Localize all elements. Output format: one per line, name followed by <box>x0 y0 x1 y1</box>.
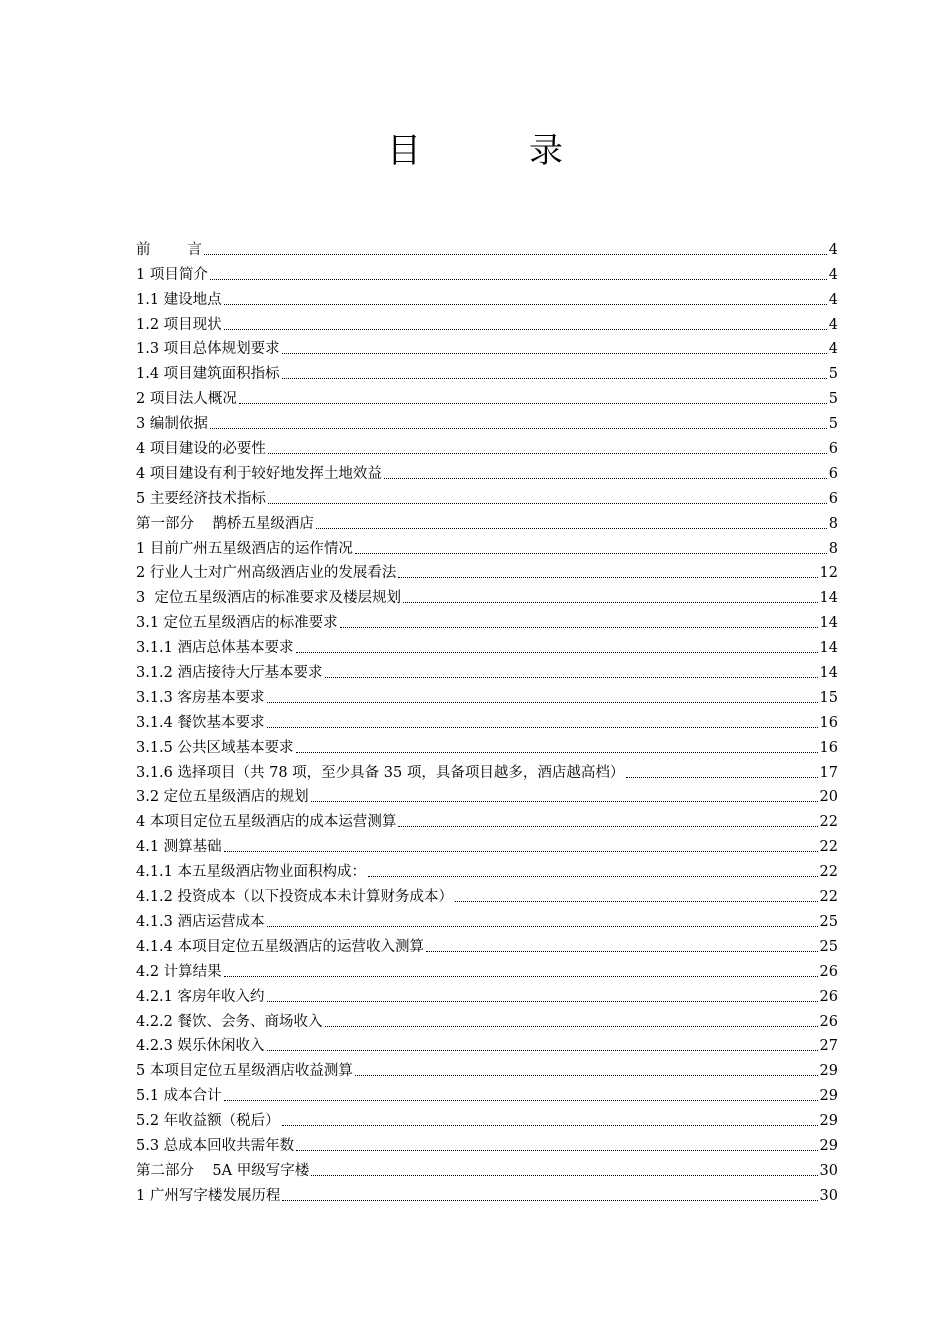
toc-dot-leader <box>325 677 818 678</box>
toc-dot-leader <box>239 403 827 404</box>
toc-entry-page-number: 14 <box>819 590 838 607</box>
toc-entry-page-number: 6 <box>828 490 838 507</box>
toc-entry[interactable] <box>136 956 838 981</box>
toc-dot-leader <box>455 901 818 902</box>
toc-entry-label: 4.1.1 本五星级酒店物业面积构成： <box>136 864 367 881</box>
toc-dot-leader <box>368 876 818 877</box>
toc-entry[interactable] <box>136 607 838 632</box>
toc-dot-leader <box>384 478 827 479</box>
toc-entry-page-number: 26 <box>819 988 838 1005</box>
toc-entry-page-number: 4 <box>828 241 838 258</box>
toc-entry-label: 3.1.6 选择项目（共 78 项，至少具备 35 项，具备项目越多，酒店越高档） <box>136 764 625 781</box>
toc-entry-label: 5.2 年收益额（税后） <box>136 1113 280 1130</box>
toc-entry-page-number: 5 <box>828 391 838 408</box>
toc-entry[interactable] <box>136 1080 838 1105</box>
toc-dot-leader <box>626 777 817 778</box>
toc-dot-leader <box>224 851 818 852</box>
toc-dot-leader <box>267 1001 818 1002</box>
toc-entry[interactable] <box>136 707 838 732</box>
toc-entry-label: 第一部分 鹊桥五星级酒店 <box>136 515 314 532</box>
toc-entry-page-number: 4 <box>828 341 838 358</box>
toc-entry-label: 5.1 成本合计 <box>136 1088 222 1105</box>
toc-entry-page-number: 14 <box>819 615 838 632</box>
toc-dot-leader <box>282 353 827 354</box>
toc-entry-label: 4 项目建设有利于较好地发挥土地效益 <box>136 465 382 482</box>
toc-entry-label: 1.1 建设地点 <box>136 291 222 308</box>
toc-entry[interactable] <box>136 234 838 259</box>
toc-dot-leader <box>224 1100 818 1101</box>
toc-entry[interactable] <box>136 1055 838 1080</box>
toc-dot-leader <box>426 951 818 952</box>
toc-entry[interactable] <box>136 334 838 359</box>
toc-entry[interactable] <box>136 433 838 458</box>
toc-entry[interactable] <box>136 632 838 657</box>
toc-dot-leader <box>210 428 827 429</box>
toc-entry-page-number: 8 <box>828 515 838 532</box>
toc-entry-page-number: 25 <box>819 913 838 930</box>
toc-entry[interactable] <box>136 931 838 956</box>
toc-entry-label: 3 定位五星级酒店的标准要求及楼层规划 <box>136 590 401 607</box>
toc-entry-page-number: 22 <box>819 864 838 881</box>
toc-entry[interactable] <box>136 831 838 856</box>
toc-entry-label: 3.1.4 餐饮基本要求 <box>136 714 265 731</box>
toc-entry-page-number: 26 <box>819 963 838 980</box>
toc-entry-label: 1.2 项目现状 <box>136 316 222 333</box>
toc-entry-page-number: 29 <box>819 1088 838 1105</box>
toc-entry-label: 2 行业人士对广州高级酒店业的发展看法 <box>136 565 397 582</box>
toc-dot-leader <box>267 1050 818 1051</box>
toc-dot-leader <box>210 279 827 280</box>
toc-entry[interactable] <box>136 1130 838 1155</box>
toc-dot-leader <box>311 801 818 802</box>
toc-entry-label: 4.2.3 娱乐休闲收入 <box>136 1038 265 1055</box>
toc-entry[interactable] <box>136 881 838 906</box>
toc-entry-label: 4.1 测算基础 <box>136 839 222 856</box>
toc-dot-leader <box>267 702 818 703</box>
toc-entry-label: 4 项目建设的必要性 <box>136 441 266 458</box>
toc-dot-leader <box>267 926 818 927</box>
toc-entry-label: 3.1.1 酒店总体基本要求 <box>136 640 294 657</box>
toc-entry-page-number: 22 <box>819 839 838 856</box>
toc-entry-page-number: 5 <box>828 416 838 433</box>
toc-entry-label: 4.1.3 酒店运营成本 <box>136 913 265 930</box>
toc-dot-leader <box>267 727 818 728</box>
toc-entry[interactable] <box>136 657 838 682</box>
toc-entry-page-number: 22 <box>819 814 838 831</box>
toc-entry-label: 5 本项目定位五星级酒店收益测算 <box>136 1063 353 1080</box>
toc-dot-leader <box>316 528 827 529</box>
toc-dot-leader <box>224 304 827 305</box>
toc-entry-page-number: 14 <box>819 640 838 657</box>
toc-entry-label: 3.1 定位五星级酒店的标准要求 <box>136 615 338 632</box>
toc-entry-label: 4.1.4 本项目定位五星级酒店的运营收入测算 <box>136 938 425 955</box>
toc-dot-leader <box>204 254 827 255</box>
toc-entry-label: 4.2.2 餐饮、会务、商场收入 <box>136 1013 323 1030</box>
toc-entry-label: 1 项目简介 <box>136 266 208 283</box>
toc-entry-label: 5 主要经济技术指标 <box>136 490 266 507</box>
toc-entry[interactable] <box>136 558 838 583</box>
toc-entry[interactable] <box>136 757 838 782</box>
toc-entry[interactable] <box>136 408 838 433</box>
toc-dot-leader <box>311 1175 817 1176</box>
toc-dot-leader <box>355 1075 818 1076</box>
toc-entry-label: 3.1.3 客房基本要求 <box>136 689 265 706</box>
toc-entry[interactable] <box>136 1105 838 1130</box>
toc-entry-page-number: 6 <box>828 465 838 482</box>
toc-dot-leader <box>282 1125 818 1126</box>
toc-entry-label: 1.3 项目总体规划要求 <box>136 341 280 358</box>
toc-entry-label: 前 言 <box>136 241 202 258</box>
toc-entry-page-number: 25 <box>819 938 838 955</box>
toc-entry-page-number: 4 <box>828 291 838 308</box>
toc-entry[interactable] <box>136 856 838 881</box>
toc-entry[interactable] <box>136 1031 838 1056</box>
toc-entry-label: 3.2 定位五星级酒店的规划 <box>136 789 309 806</box>
toc-entry-page-number: 14 <box>819 665 838 682</box>
toc-entry-label: 1 广州写字楼发展历程 <box>136 1187 281 1204</box>
toc-entry-page-number: 22 <box>819 889 838 906</box>
toc-entry[interactable] <box>136 1155 838 1180</box>
toc-dot-leader <box>268 453 827 454</box>
toc-entry[interactable] <box>136 906 838 931</box>
toc-entry[interactable] <box>136 682 838 707</box>
toc-dot-leader <box>340 627 818 628</box>
toc-entry-page-number: 4 <box>828 266 838 283</box>
toc-entry-page-number: 12 <box>819 565 838 582</box>
toc-entry[interactable] <box>136 582 838 607</box>
toc-dot-leader <box>282 378 827 379</box>
toc-entry-page-number: 15 <box>819 689 838 706</box>
toc-entry[interactable] <box>136 533 838 558</box>
toc-entry-page-number: 29 <box>819 1063 838 1080</box>
toc-entry[interactable] <box>136 284 838 309</box>
toc-entry-label: 5.3 总成本回收共需年数 <box>136 1137 295 1154</box>
toc-dot-leader <box>398 577 817 578</box>
toc-entry-page-number: 16 <box>819 739 838 756</box>
toc-entry[interactable] <box>136 358 838 383</box>
toc-entry-label: 2 项目法人概况 <box>136 391 237 408</box>
toc-dot-leader <box>403 602 818 603</box>
toc-entry-page-number: 29 <box>819 1137 838 1154</box>
page-title: 目 录 <box>386 131 564 171</box>
toc-entry[interactable] <box>136 981 838 1006</box>
toc-entry[interactable] <box>136 782 838 807</box>
toc-entry-label: 3.1.2 酒店接待大厅基本要求 <box>136 665 323 682</box>
toc-entry-page-number: 29 <box>819 1113 838 1130</box>
toc-entry-page-number: 30 <box>819 1162 838 1179</box>
toc-dot-leader <box>296 752 818 753</box>
toc-entry-page-number: 27 <box>819 1038 838 1055</box>
toc-dot-leader <box>282 1200 817 1201</box>
toc-entry[interactable] <box>136 508 838 533</box>
toc-entry-label: 4 本项目定位五星级酒店的成本运营测算 <box>136 814 397 831</box>
toc-entry[interactable] <box>136 806 838 831</box>
toc-entry[interactable] <box>136 383 838 408</box>
toc-entry-page-number: 17 <box>819 764 838 781</box>
toc-entry[interactable] <box>136 483 838 508</box>
toc-entry-page-number: 5 <box>828 366 838 383</box>
toc-entry[interactable] <box>136 458 838 483</box>
toc-dot-leader <box>355 553 827 554</box>
table-of-contents <box>136 234 838 1205</box>
toc-entry[interactable] <box>136 309 838 334</box>
toc-entry[interactable] <box>136 259 838 284</box>
toc-dot-leader <box>325 1026 818 1027</box>
toc-entry-label: 3 编制依据 <box>136 416 208 433</box>
toc-entry-label: 第二部分 5A 甲级写字楼 <box>136 1162 310 1179</box>
toc-entry-label: 4.2.1 客房年收入约 <box>136 988 265 1005</box>
toc-entry-label: 4.1.2 投资成本（以下投资成本未计算财务成本） <box>136 889 454 906</box>
toc-entry-page-number: 8 <box>828 540 838 557</box>
toc-entry-label: 4.2 计算结果 <box>136 963 222 980</box>
toc-entry-page-number: 20 <box>819 789 838 806</box>
toc-entry-page-number: 30 <box>819 1187 838 1204</box>
toc-entry-page-number: 4 <box>828 316 838 333</box>
toc-entry-label: 1 目前广州五星级酒店的运作情况 <box>136 540 353 557</box>
toc-entry-label: 3.1.5 公共区域基本要求 <box>136 739 294 756</box>
toc-entry[interactable] <box>136 1006 838 1031</box>
toc-dot-leader <box>398 826 817 827</box>
toc-entry-page-number: 16 <box>819 714 838 731</box>
toc-entry-page-number: 6 <box>828 441 838 458</box>
toc-dot-leader <box>224 976 818 977</box>
toc-entry-label: 1.4 项目建筑面积指标 <box>136 366 280 383</box>
toc-entry-page-number: 26 <box>819 1013 838 1030</box>
toc-dot-leader <box>296 1150 817 1151</box>
toc-dot-leader <box>296 652 818 653</box>
toc-entry[interactable] <box>136 1180 838 1205</box>
toc-dot-leader <box>224 329 827 330</box>
toc-dot-leader <box>268 503 827 504</box>
toc-entry[interactable] <box>136 732 838 757</box>
